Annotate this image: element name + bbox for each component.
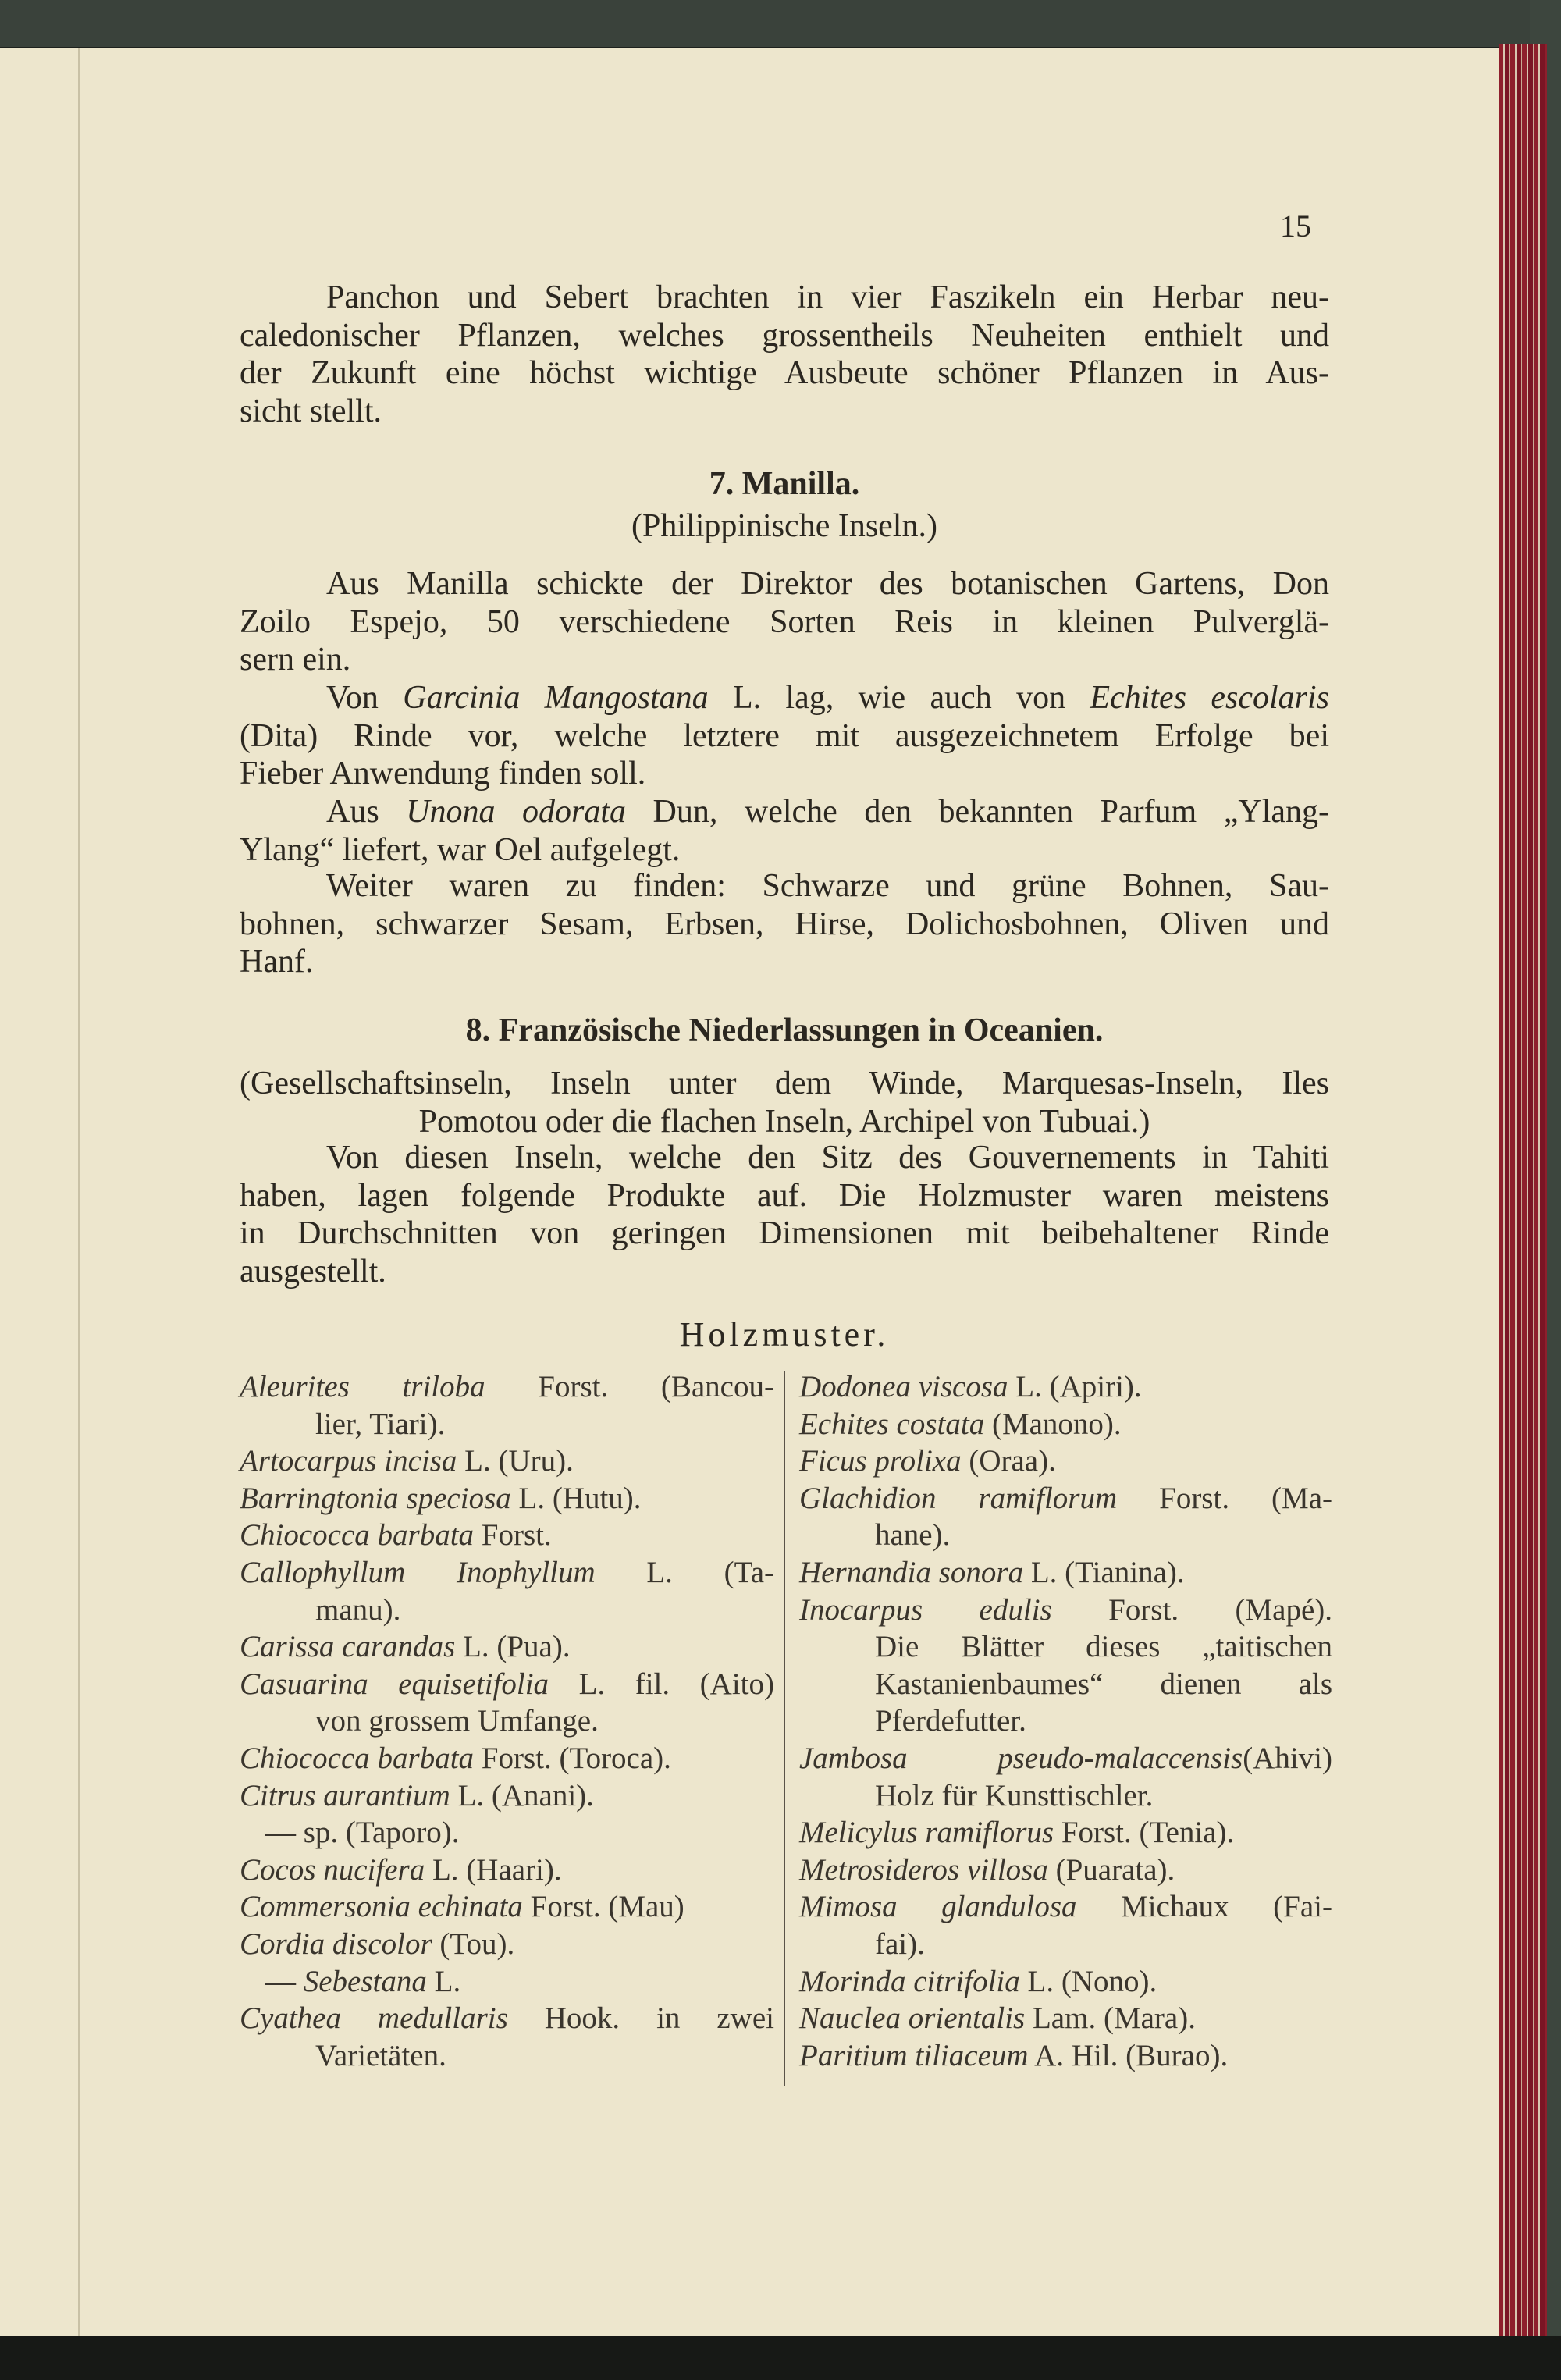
page-number: 15	[1280, 208, 1311, 244]
species-name: Sebestana	[303, 1964, 427, 1998]
list-item	[240, 1628, 774, 1666]
text-line	[799, 1443, 1332, 1480]
text-run: Dun, welche den bekannten Parfum „Ylang-	[626, 794, 1329, 830]
text-line	[799, 1888, 1332, 1926]
text-line	[240, 1406, 774, 1443]
text-run: Holz für Kunsttischler.	[875, 1778, 1154, 1813]
text-line	[240, 793, 1329, 831]
text-line	[799, 2037, 1332, 2075]
text-run: ausgestellt.	[240, 1253, 386, 1290]
species-name: Chiococca barbata	[240, 1741, 475, 1775]
text-run: haben, lagen folgende Produkte auf. Die Holzmuster waren meistens	[240, 1177, 1329, 1214]
text-run: L. (Haari).	[425, 1852, 562, 1887]
text-run: Die Blätter dieses „taitischen	[875, 1630, 1332, 1664]
species-name: Unona odorata	[406, 794, 627, 830]
text-line	[240, 1963, 774, 2001]
text-run: bohnen, schwarzer Sesam, Erbsen, Hirse, Dolichosbohnen, Oliven und	[240, 905, 1329, 942]
text-run: Hanf.	[240, 944, 314, 980]
species-name: Dodonea viscosa	[799, 1370, 1008, 1403]
text-run: (Dita) Rinde vor, welche letztere mit ausgezeichnetem Erfolge bei	[240, 717, 1329, 754]
text-line	[799, 1814, 1332, 1852]
list-item	[240, 2000, 774, 2074]
species-list-left	[240, 1368, 774, 2074]
text-line	[799, 1554, 1332, 1592]
species-name: Cyathea medullaris	[240, 2001, 508, 2036]
text-line	[240, 755, 1329, 793]
text-line	[240, 1926, 774, 1963]
text-run: L. (Nono).	[1019, 1964, 1157, 1998]
text-line	[240, 943, 1329, 981]
text-run: Panchon und Sebert brachten in vier Faszikeln ein Herbar neu-	[326, 279, 1329, 315]
species-name: Aleurites triloba	[240, 1370, 485, 1403]
list-item	[799, 1406, 1332, 1443]
text-line	[240, 1253, 1329, 1291]
text-line	[799, 1702, 1332, 1740]
list-item	[799, 1814, 1332, 1852]
text-run: Aus Manilla schickte der Direktor des botanischen Gartens, Don	[326, 566, 1329, 602]
text-run: in Durchschnitten von geringen Dimensionen mit beibehaltener Rinde	[240, 1215, 1329, 1251]
text-run: L. (Anani).	[450, 1778, 594, 1813]
text-run: hane).	[875, 1518, 951, 1553]
text-line	[240, 1852, 774, 1889]
book-cover-bottom	[0, 2336, 1561, 2380]
text-line	[240, 1666, 774, 1703]
list-item	[799, 1480, 1332, 1554]
species-name: Melicylus ramiflorus	[799, 1816, 1054, 1850]
text-run: L. fil. (Aito)	[549, 1667, 774, 1701]
paragraph-herbar	[240, 279, 1329, 430]
text-run: Hook. in zwei	[507, 2001, 774, 2036]
text-line	[799, 1666, 1332, 1703]
text-run: Pomotou oder die flachen Inseln, Archipel von Tubuai.)	[418, 1103, 1150, 1140]
list-item	[240, 1888, 774, 1926]
text-run: (Oraa).	[961, 1444, 1056, 1478]
list-item	[799, 1592, 1332, 1740]
text-run: Varietäten.	[315, 2038, 446, 2072]
list-item	[240, 1852, 774, 1889]
list-item	[240, 1926, 774, 1963]
text-run: (Tou).	[432, 1926, 515, 1961]
text-run: (Manono).	[984, 1407, 1122, 1441]
list-item	[799, 1963, 1332, 2001]
text-line	[799, 1777, 1332, 1815]
text-line	[799, 1926, 1332, 1963]
list-item	[799, 1443, 1332, 1480]
text-line	[240, 1443, 774, 1480]
paragraph-ylang	[240, 793, 1329, 869]
species-name: Barringtonia speciosa	[240, 1481, 511, 1515]
list-item	[240, 1480, 774, 1517]
list-item	[799, 1888, 1332, 1962]
species-name: Garcinia Mangostana	[403, 680, 709, 716]
text-line	[240, 1103, 1329, 1141]
section-heading-oceanien: 8. Französische Niederlassungen in Oceanien.	[465, 1012, 1104, 1048]
page-edges	[1499, 44, 1547, 2339]
species-name: Casuarina equisetifolia	[240, 1667, 549, 1701]
text-run: L. (Pua).	[455, 1630, 571, 1664]
text-run: Zoilo Espejo, 50 verschiedene Sorten Reis in kleinen Pulverglä-	[240, 603, 1329, 640]
text-run: (Puarata).	[1047, 1852, 1175, 1887]
text-run: von grossem Umfange.	[315, 1704, 599, 1738]
species-name: Glachidion ramiflorum	[799, 1481, 1118, 1515]
text-run: Michaux (Fai-	[1076, 1890, 1332, 1924]
text-run: —	[265, 1964, 304, 1998]
text-line	[240, 641, 1329, 679]
species-name: Nauclea orientalis	[799, 2001, 1026, 2036]
page-fold-line	[78, 48, 80, 2336]
species-name: Commersonia echinata	[240, 1890, 523, 1924]
text-run: Lam. (Mara).	[1025, 2001, 1196, 2036]
species-name: Cordia discolor	[240, 1926, 432, 1961]
species-name: Callophyllum Inophyllum	[240, 1555, 596, 1589]
list-item	[240, 1554, 774, 1628]
section-subheading-oceanien	[240, 1065, 1329, 1140]
text-run: Forst.	[474, 1518, 552, 1553]
species-name: Cocos nucifera	[240, 1852, 425, 1887]
species-name: Ficus prolixa	[799, 1444, 962, 1478]
species-name: Citrus aurantium	[240, 1778, 450, 1813]
list-item	[240, 1368, 774, 1443]
text-line	[799, 1963, 1332, 2001]
text-run: manu).	[315, 1592, 401, 1627]
text-line	[799, 1368, 1332, 1406]
list-item	[799, 2000, 1332, 2037]
text-line	[240, 279, 1329, 317]
text-line	[799, 1480, 1332, 1517]
text-line	[240, 354, 1329, 393]
text-run: Fieber Anwendung finden soll.	[240, 756, 646, 792]
text-run: Pferdefutter.	[875, 1704, 1026, 1738]
text-line	[240, 905, 1329, 944]
text-run: der Zukunft eine höchst wichtige Ausbeute schöner Pflanzen in Aus-	[240, 355, 1329, 391]
list-item	[799, 1740, 1332, 1814]
text-line	[240, 2037, 774, 2075]
text-run: L. (Ta-	[595, 1555, 774, 1589]
text-run: caledonischer Pflanzen, welches grossentheils Neuheiten enthielt und	[240, 317, 1329, 354]
species-list-right	[799, 1368, 1332, 2074]
text-line	[240, 831, 1329, 870]
list-item	[240, 1517, 774, 1554]
species-name: Metrosideros villosa	[799, 1852, 1048, 1887]
list-item	[240, 1814, 774, 1852]
text-run: L. (Uru).	[457, 1444, 574, 1478]
text-run: L.	[426, 1964, 461, 1998]
list-item	[799, 1554, 1332, 1592]
list-item	[799, 1368, 1332, 1406]
text-line	[240, 679, 1329, 717]
text-run: Kastanienbaumes“ dienen als	[875, 1667, 1332, 1701]
text-line	[240, 1139, 1329, 1177]
text-line	[240, 1592, 774, 1629]
text-run: Forst. (Tenia).	[1054, 1816, 1235, 1850]
text-run: lier, Tiari).	[315, 1407, 446, 1441]
text-run: Von diesen Inseln, welche den Sitz des Gouvernements in Tahiti	[326, 1140, 1329, 1176]
species-name: Echites costata	[799, 1407, 985, 1441]
text-run: Forst. (Bancou-	[485, 1370, 774, 1403]
text-line	[799, 1406, 1332, 1443]
species-name: Artocarpus incisa	[240, 1444, 457, 1478]
text-line	[240, 1065, 1329, 1103]
species-name: Echites escolaris	[1090, 680, 1330, 716]
text-line	[240, 393, 1329, 431]
text-line	[240, 1554, 774, 1592]
text-line	[799, 1517, 1332, 1554]
text-line	[799, 1592, 1332, 1629]
list-item	[799, 1852, 1332, 1889]
text-run: — sp. (Taporo).	[265, 1816, 460, 1850]
text-run: sicht stellt.	[240, 393, 382, 429]
text-run: Aus	[326, 794, 407, 830]
text-run: fai).	[875, 1926, 925, 1961]
text-run: L. (Apiri).	[1008, 1370, 1142, 1403]
book-cover-top	[0, 0, 1561, 47]
species-name: Chiococca barbata	[240, 1518, 475, 1553]
text-line	[240, 1517, 774, 1554]
text-run: (Ahivi)	[1243, 1741, 1332, 1775]
text-run: Weiter waren zu finden: Schwarze und grüne Bohnen, Sau-	[326, 868, 1329, 904]
list-item	[240, 1740, 774, 1777]
text-run: Forst. (Mapé).	[1051, 1592, 1332, 1627]
text-line	[240, 317, 1329, 355]
text-line	[240, 1777, 774, 1815]
section-heading-manilla: 7. Manilla.	[709, 466, 860, 502]
species-name: Carissa carandas	[240, 1630, 456, 1664]
species-name: Paritium tiliaceum	[799, 2038, 1029, 2072]
text-line	[240, 1814, 774, 1852]
text-line	[240, 603, 1329, 642]
text-run: Forst. (Toroca).	[474, 1741, 671, 1775]
text-run: Ylang“ liefert, war Oel aufgelegt.	[240, 831, 681, 868]
text-run: Von	[326, 680, 404, 716]
list-heading-holzmuster: Holzmuster.	[679, 1315, 890, 1354]
text-line	[240, 1480, 774, 1517]
text-run: L. (Tianina).	[1023, 1555, 1185, 1589]
text-run: L. lag, wie auch von	[708, 680, 1090, 716]
section-subheading-manilla: (Philippinische Inseln.)	[631, 508, 937, 544]
text-run: Forst. (Ma-	[1117, 1481, 1333, 1515]
text-line	[240, 1628, 774, 1666]
list-item	[240, 1443, 774, 1480]
paragraph-garcinia	[240, 679, 1329, 793]
text-line	[240, 1215, 1329, 1253]
text-run: L. (Hutu).	[510, 1481, 642, 1515]
text-run: sern ein.	[240, 642, 351, 678]
text-line	[240, 867, 1329, 905]
text-line	[240, 1368, 774, 1406]
text-line	[240, 1702, 774, 1740]
text-line	[240, 1888, 774, 1926]
species-name: Mimosa glandulosa	[799, 1890, 1077, 1924]
text-line	[240, 1740, 774, 1777]
text-line	[240, 565, 1329, 603]
text-run: Forst. (Mau)	[522, 1890, 684, 1924]
text-line	[799, 2000, 1332, 2037]
paragraph-reis	[240, 565, 1329, 679]
list-item	[240, 1963, 774, 2001]
text-run: (Gesellschaftsinseln, Inseln unter dem Winde, Marquesas-Inseln, Iles	[240, 1065, 1329, 1101]
paragraph-bohnen	[240, 867, 1329, 981]
list-item	[240, 1666, 774, 1740]
text-line	[240, 717, 1329, 756]
list-item	[799, 2037, 1332, 2075]
species-name: Jambosa pseudo-malaccensis	[799, 1741, 1243, 1775]
column-divider	[784, 1371, 785, 2086]
text-run: A. Hil. (Burao).	[1028, 2038, 1229, 2072]
list-item	[240, 1777, 774, 1815]
species-name: Morinda citrifolia	[799, 1964, 1020, 1998]
paragraph-holzmuster	[240, 1139, 1329, 1290]
text-line	[240, 1177, 1329, 1215]
text-line	[799, 1740, 1332, 1777]
text-line	[799, 1852, 1332, 1889]
species-name: Inocarpus edulis	[799, 1592, 1052, 1627]
text-line	[799, 1628, 1332, 1666]
species-name: Hernandia sonora	[799, 1555, 1024, 1589]
text-line	[240, 2000, 774, 2037]
